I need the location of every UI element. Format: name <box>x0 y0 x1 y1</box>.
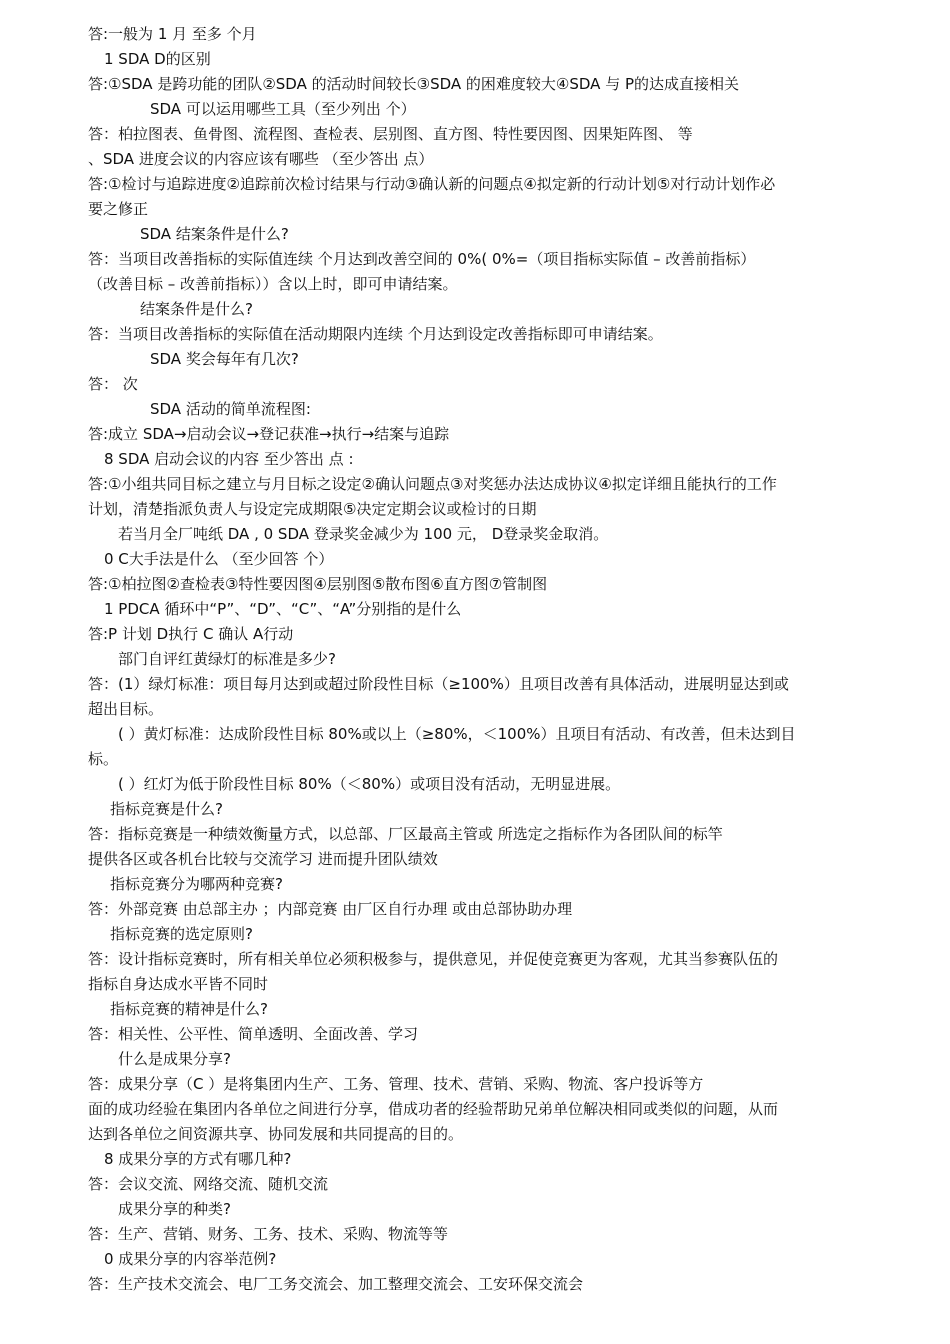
question-line: 指标竞赛是什么? <box>110 800 223 818</box>
answer-line: 提供各区或各机台比较与交流学习 进而提升团队绩效 <box>88 850 438 868</box>
question-line: 1 SDA D的区别 <box>104 50 211 68</box>
answer-line: 答:P 计划 D执行 C 确认 A行动 <box>88 625 294 643</box>
answer-line: 标。 <box>88 750 119 768</box>
text-line: 答:一般为 1 月 至多 个月 <box>88 25 257 43</box>
question-line: 0 C大手法是什么 （至少回答 个） <box>104 550 334 568</box>
answer-line: 答:①SDA 是跨功能的团队②SDA 的活动时间较长③SDA 的困难度较大④SDA 与 P的达成直接相关 <box>88 75 740 93</box>
text-line: 若当月全厂吨纸 DA , 0 SDA 登录奖金减少为 100 元， D登录奖金取消。 <box>118 525 609 543</box>
answer-line: 答：生产、营销、财务、工务、技术、采购、物流等等 <box>88 1225 449 1243</box>
answer-line: 计划，清楚指派负责人与设定完成期限⑤决定定期会议或检讨的日期 <box>88 500 537 518</box>
answer-line: 答：当项目改善指标的实际值在活动期限内连续 个月达到设定改善指标即可申请结案。 <box>88 325 663 343</box>
question-line: SDA 结案条件是什么? <box>140 225 289 243</box>
question-line: 部门自评红黄绿灯的标准是多少? <box>118 650 336 668</box>
question-line: 指标竞赛分为哪两种竞赛? <box>110 875 283 893</box>
question-line: 、SDA 进度会议的内容应该有哪些 （至少答出 点） <box>88 150 434 168</box>
question-line: SDA 活动的简单流程图: <box>150 400 311 418</box>
answer-line: 答：外部竞赛 由总部主办 ；内部竞赛 由厂区自行办理 或由总部协助办理 <box>88 900 573 918</box>
answer-line: 答：生产技术交流会、电厂工务交流会、加工整理交流会、工安环保交流会 <box>88 1275 584 1293</box>
answer-line: 指标自身达成水平皆不同时 <box>88 975 269 993</box>
answer-line: ( ）黄灯标准：达成阶段性目标 80%或以上（≥80%，＜100%）且项目有活动、有改善，但未达到目 <box>118 725 796 743</box>
answer-line: 达到各单位之间资源共享、协同发展和共同提高的目的。 <box>88 1125 464 1143</box>
answer-line: 超出目标。 <box>88 700 164 718</box>
answer-line: 答：成果分享（C ）是将集团内生产、工务、管理、技术、营销、采购、物流、客户投诉等方 <box>88 1075 704 1093</box>
answer-line: 答：柏拉图表、鱼骨图、流程图、查检表、层别图、直方图、特性要因图、因果矩阵图、 等 <box>88 125 693 143</box>
answer-line: 要之修正 <box>88 200 149 218</box>
answer-line: 答：相关性、公平性、简单透明、全面改善、学习 <box>88 1025 419 1043</box>
answer-line: 答：当项目改善指标的实际值连续 个月达到改善空间的 0%( 0%=（项目指标实际值 – 改善前指标） <box>88 250 756 268</box>
answer-line: 答：设计指标竞赛时，所有相关单位必须积极参与，提供意见，并促使竞赛更为客观，尤其当参赛队伍的 <box>88 950 779 968</box>
answer-line: 答：指标竞赛是一种绩效衡量方式，以总部、厂区最高主管或 所选定之指标作为各团队间的标竿 <box>88 825 723 843</box>
answer-line: 答:①检讨与追踪进度②追踪前次检讨结果与行动③确认新的问题点④拟定新的行动计划⑤对行动计划作必 <box>88 175 776 193</box>
answer-line: 答：会议交流、网络交流、随机交流 <box>88 1175 329 1193</box>
question-line: 8 成果分享的方式有哪几种? <box>104 1150 292 1168</box>
question-line: 0 成果分享的内容举范例? <box>104 1250 277 1268</box>
question-line: 指标竞赛的选定原则? <box>110 925 253 943</box>
answer-line: （改善目标 – 改善前指标））含以上时，即可申请结案。 <box>88 275 458 293</box>
question-line: 结案条件是什么? <box>140 300 253 318</box>
question-line: 指标竞赛的精神是什么? <box>110 1000 268 1018</box>
question-line: SDA 可以运用哪些工具（至少列出 个） <box>150 100 416 118</box>
answer-line: 答:①柏拉图②查检表③特性要因图④层别图⑤散布图⑥直方图⑦管制图 <box>88 575 548 593</box>
answer-line: 面的成功经验在集团内各单位之间进行分享，借成功者的经验帮助兄弟单位解决相同或类似的问题，从而 <box>88 1100 779 1118</box>
question-line: 8 SDA 启动会议的内容 至少答出 点 : <box>104 450 354 468</box>
answer-line: ( ）红灯为低于阶段性目标 80%（＜80%）或项目没有活动，无明显进展。 <box>118 775 621 793</box>
question-line: SDA 奖会每年有几次? <box>150 350 299 368</box>
answer-line: 答:①小组共同目标之建立与月目标之设定②确认问题点③对奖惩办法达成协议④拟定详细且能执行的工作 <box>88 475 777 493</box>
question-line: 成果分享的种类? <box>118 1200 231 1218</box>
question-line: 1 PDCA 循环中“P”、“D”、“C”、“A”分别指的是什么 <box>104 600 462 618</box>
question-line: 什么是成果分享? <box>118 1050 231 1068</box>
answer-line: 答：(1）绿灯标准：项目每月达到或超过阶段性目标（≥100%）且项目改善有具体活动，进展明显达到或 <box>88 675 789 693</box>
answer-line: 答： 次 <box>88 375 138 393</box>
answer-line: 答:成立 SDA→启动会议→登记获准→执行→结案与追踪 <box>88 425 450 443</box>
